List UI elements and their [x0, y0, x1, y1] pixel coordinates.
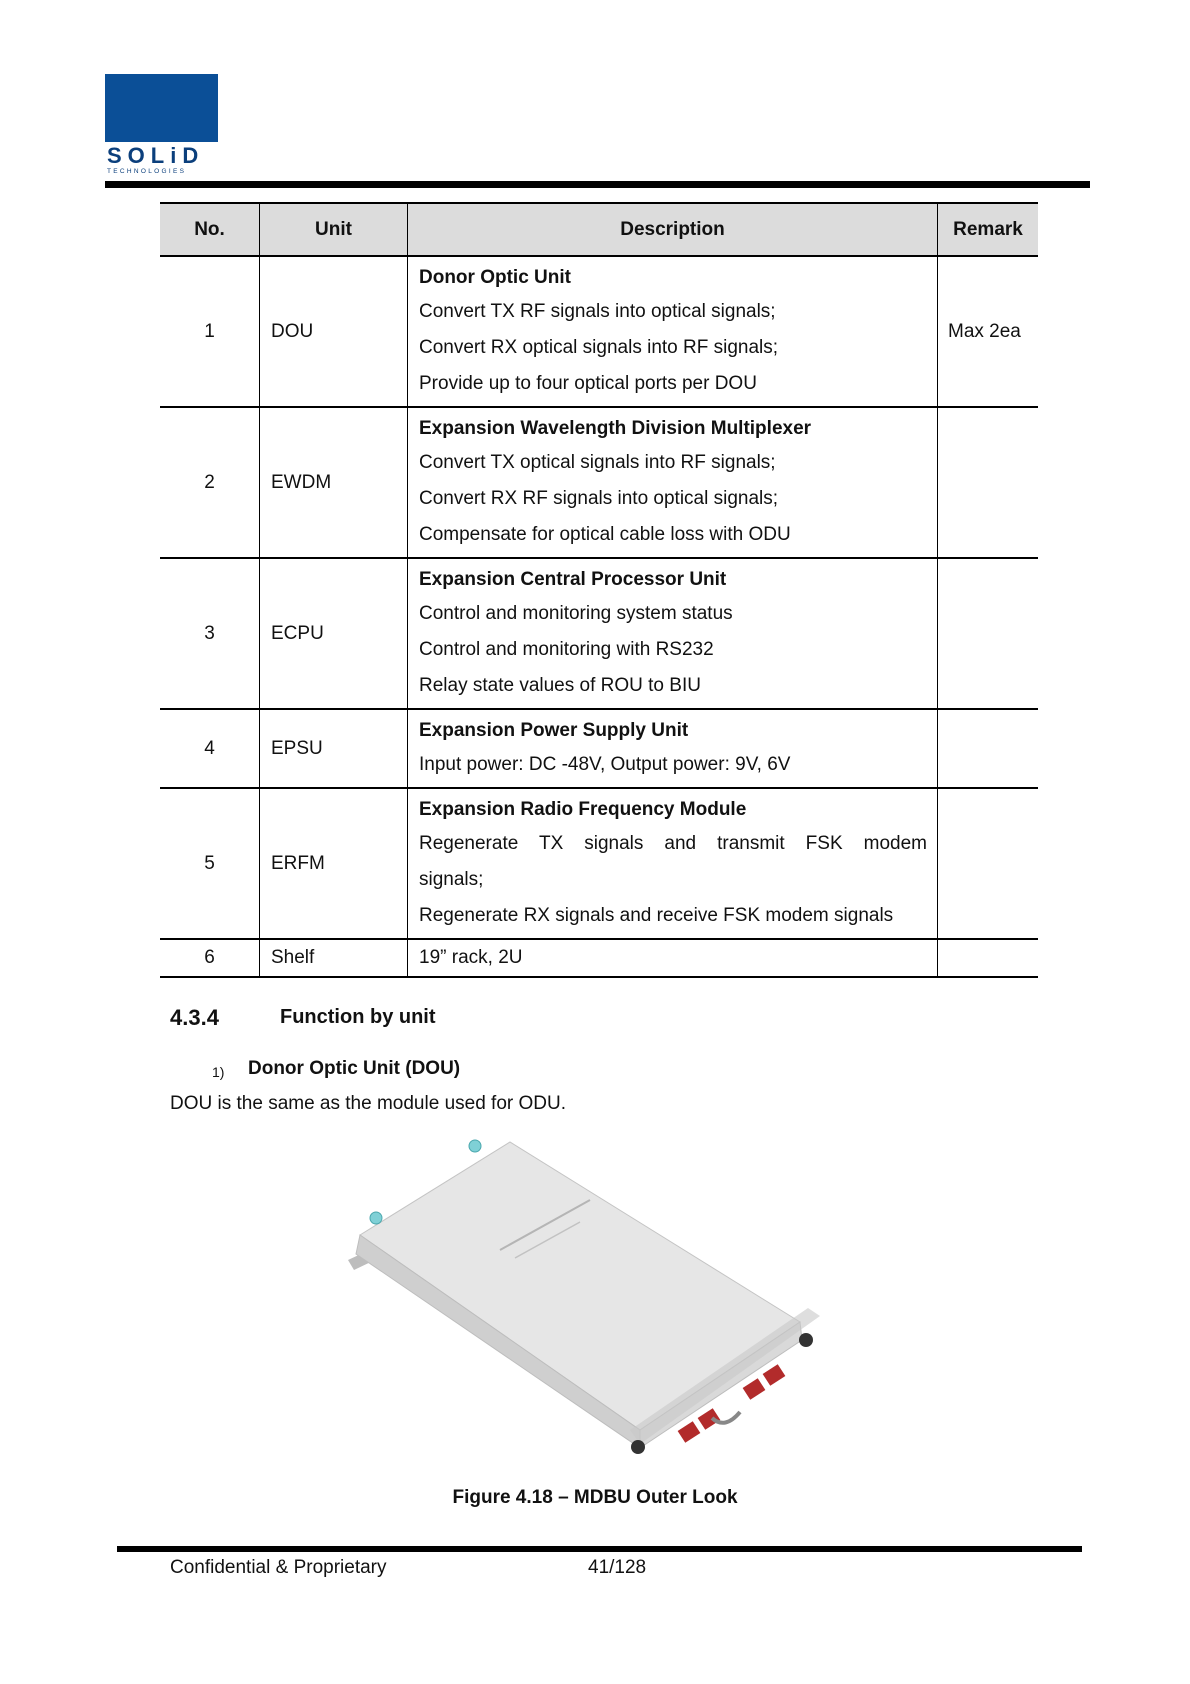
table-row — [160, 709, 1038, 788]
table-row — [160, 558, 1038, 709]
description-title: Expansion Central Processor Unit — [419, 569, 727, 590]
table-header-row — [160, 203, 1038, 256]
row-no: 1 — [160, 256, 260, 407]
description-line: Relay state values of ROU to BIU — [419, 675, 701, 696]
row-remark — [938, 788, 1039, 939]
row-no: 2 — [160, 407, 260, 558]
description-title: Expansion Power Supply Unit — [419, 720, 689, 741]
page-number: 41/128 — [588, 1557, 647, 1578]
row-remark — [938, 709, 1039, 788]
description-title: Donor Optic Unit — [419, 267, 571, 288]
row-remark — [938, 558, 1039, 709]
row-unit: Shelf — [260, 939, 408, 977]
header-no: No. — [160, 203, 260, 256]
section-title: Function by unit — [280, 1006, 436, 1028]
row-description — [408, 939, 938, 977]
row-description — [408, 256, 938, 407]
header-rule — [105, 181, 1090, 188]
description-title: Expansion Wavelength Division Multiplexer — [419, 418, 812, 439]
table-row — [160, 256, 1038, 407]
footer-rule — [117, 1546, 1082, 1552]
row-remark: Max 2ea — [938, 256, 1039, 407]
description-line: Convert TX RF signals into optical signals; — [419, 301, 776, 322]
logo-subtitle: TECHNOLOGIES — [107, 168, 187, 175]
description-line: Control and monitoring with RS232 — [419, 639, 714, 660]
description-line: Provide up to four optical ports per DOU — [419, 373, 757, 394]
footer-confidential: Confidential & Proprietary — [170, 1557, 387, 1578]
row-unit: EWDM — [260, 407, 408, 558]
description-line: 19” rack, 2U — [419, 947, 523, 968]
row-unit: DOU — [260, 256, 408, 407]
description-line: signals; — [419, 869, 484, 890]
description-line: Convert RX RF signals into optical signals; — [419, 488, 779, 509]
row-remark — [938, 407, 1039, 558]
row-no: 4 — [160, 709, 260, 788]
row-unit: ECPU — [260, 558, 408, 709]
row-description — [408, 558, 938, 709]
body-paragraph: DOU is the same as the module used for ODU. — [170, 1093, 566, 1114]
item-title: Donor Optic Unit (DOU) — [248, 1058, 461, 1079]
header-unit: Unit — [260, 203, 408, 256]
figure-caption: Figure 4.18 – MDBU Outer Look — [452, 1487, 738, 1508]
row-no: 3 — [160, 558, 260, 709]
row-unit: EPSU — [260, 709, 408, 788]
description-line: Convert TX optical signals into RF signals; — [419, 452, 776, 473]
table-row — [160, 407, 1038, 558]
row-no: 5 — [160, 788, 260, 939]
description-line: Regenerate TX signals and transmit FSK modem — [419, 833, 927, 854]
section-number: 4.3.4 — [170, 1005, 219, 1030]
row-description — [408, 407, 938, 558]
dou-module-illustration — [340, 1130, 860, 1470]
description-line: Control and monitoring system status — [419, 603, 733, 624]
company-logo — [105, 74, 218, 175]
description-line: Regenerate RX signals and receive FSK modem signals — [419, 905, 894, 926]
table-row — [160, 939, 1038, 977]
unit-table — [160, 202, 1038, 978]
description-title: Expansion Radio Frequency Module — [419, 799, 747, 820]
row-remark — [938, 939, 1039, 977]
table-row — [160, 788, 1038, 939]
description-line: Convert RX optical signals into RF signals; — [419, 337, 779, 358]
row-unit: ERFM — [260, 788, 408, 939]
item-number: 1) — [212, 1064, 225, 1080]
description-line: Compensate for optical cable loss with ODU — [419, 524, 791, 545]
row-description — [408, 788, 938, 939]
header-remark: Remark — [938, 203, 1039, 256]
row-description — [408, 709, 938, 788]
row-no: 6 — [160, 939, 260, 977]
header-description: Description — [408, 203, 938, 256]
description-line: Input power: DC -48V, Output power: 9V, 6V — [419, 754, 791, 775]
logo-mark — [105, 74, 218, 142]
logo-name: SOLiD — [107, 143, 205, 168]
